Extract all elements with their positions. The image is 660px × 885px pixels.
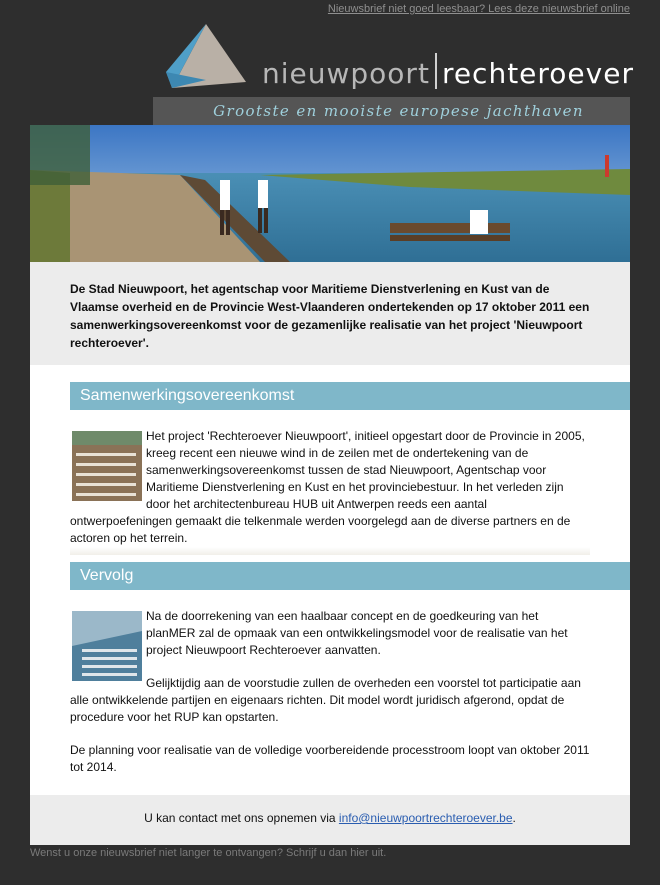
contact-suffix: .: [512, 811, 516, 825]
content-area: [30, 365, 630, 795]
intro-text: De Stad Nieuwpoort, het agentschap voor Maritieme Dienstverlening en Kust van de Vlaamse overheid en de Provincie West-Vlaanderen ondertekenden op 17 oktober 2011 een samenwerkingsovereenkomst voor de gezamenlijke realisatie van het project 'Nieuwpoort rechteroever'.: [30, 262, 630, 365]
brand-wordmark: [262, 50, 634, 98]
brand-left: nieuwpoort: [262, 57, 430, 90]
sail-logo: [166, 24, 246, 90]
section-divider: [70, 547, 590, 555]
tagline-bar: [153, 97, 630, 125]
contact-email-link[interactable]: info@nieuwpoortrechteroever.be: [338, 811, 513, 825]
marina-aerial-image: [72, 431, 142, 501]
section-title-samenwerking: Samenwerkingsovereenkomst: [70, 382, 630, 410]
paragraph: Na de doorrekening van een haalbaar concept en de goedkeuring van het planMER zal de opmaak van een ontwikkelingsmodel voor de realisatie van het project Nieuwpoort Rechteroever aanvatten.: [146, 609, 568, 657]
brand-right: rechteroever: [441, 57, 634, 90]
read-online-link[interactable]: Nieuwsbrief niet goed leesbaar? Lees deze nieuwsbrief online: [327, 3, 630, 15]
hero-image-boardwalk: [30, 125, 630, 262]
section-body-vervolg: [70, 608, 590, 792]
paragraph: Het project 'Rechteroever Nieuwpoort', initieel opgestart door de Provincie in 2005, kreeg recent een nieuwe wind in de zeilen met de ondertekening van de samenwerkingsovereenkomst tussen de stad Nieuwpoort, Agentschap voor Maritieme Dienstverlening en Kust en het provinciebestuur. In het verleden zijn door het architectenbureau HUB uit Antwerpen reeds een aantal ontwerpoefeningen gemaakt die telkenmale werden voorgelegd aan de diverse partners en de actoren op het terrein.: [70, 429, 585, 545]
contact-box: [30, 795, 630, 845]
brand-separator: [435, 53, 437, 89]
paragraph: Gelijktijdig aan de voorstudie zullen de overheden een voorstel tot participatie aan alle ontwikkelende partijen en eigenaars richten. Dit model wordt juridisch afgerond, opdat de procedure voor het RUP kan opstarten.: [70, 676, 581, 724]
tagline: Grootste en mooiste europese jachthaven: [213, 102, 584, 120]
unsubscribe-link[interactable]: Wenst u onze nieuwsbrief niet langer te ontvangen? Schrijf u dan hier uit.: [30, 847, 387, 859]
section-title-vervolg: Vervolg: [70, 562, 630, 590]
marina-aerial-image: [72, 611, 142, 681]
contact-prefix: U kan contact met ons opnemen via: [144, 811, 339, 825]
section-body-samenwerking: [70, 428, 590, 563]
paragraph: De planning voor realisatie van de volledige voorbereidende processtroom loopt van oktober 2011 tot 2014.: [70, 743, 590, 774]
